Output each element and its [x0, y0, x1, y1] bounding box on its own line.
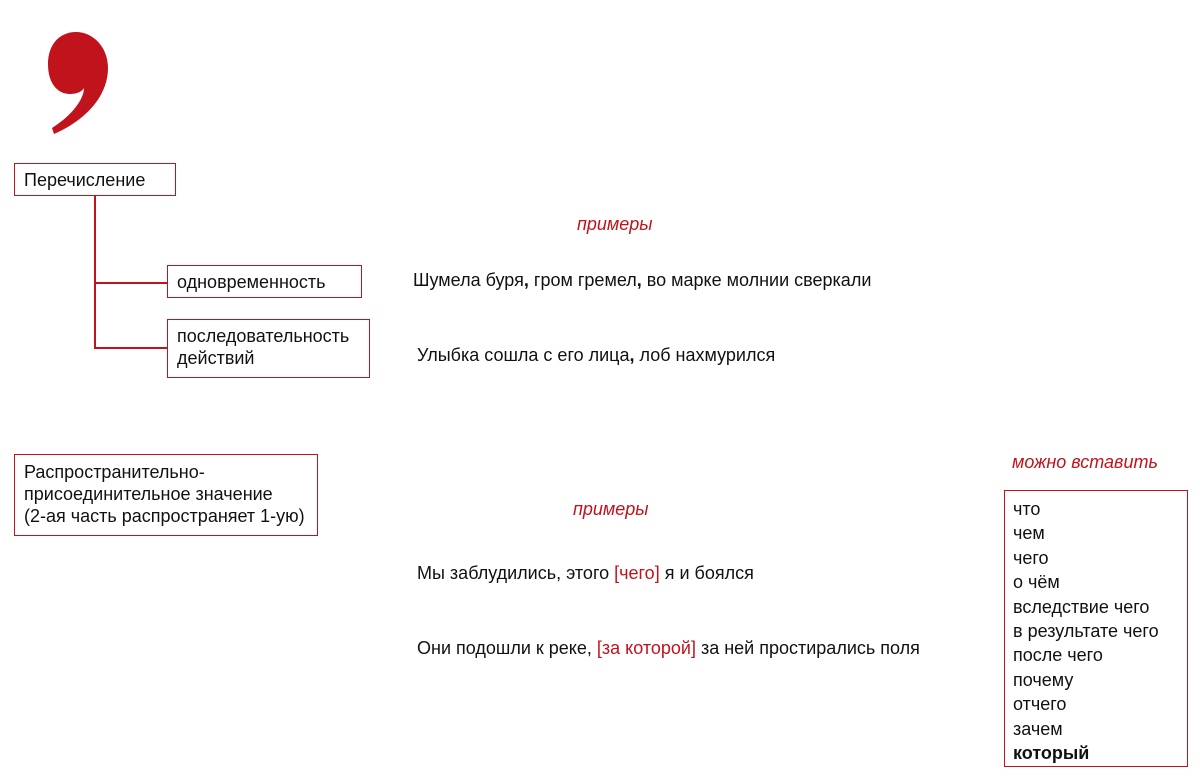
comma-icon: [44, 28, 114, 138]
insert-word: после чего: [1013, 645, 1103, 666]
example-sentence-2: Улыбка сошла с его лица, лоб нахмурился: [417, 345, 776, 365]
insert-word-bold: который: [1013, 743, 1090, 764]
enumeration-box: [14, 163, 176, 196]
insert-word: отчего: [1013, 694, 1067, 715]
dissemination-box: [14, 454, 318, 536]
highlight-chego: [чего]: [614, 563, 660, 583]
highlight-za-kotoroy: [за которой]: [596, 638, 696, 658]
tree-connector-branch2: [94, 347, 168, 349]
insert-label: можно вставить: [1012, 452, 1158, 472]
simultaneity-box: [167, 265, 362, 298]
insert-words-box: [1004, 490, 1188, 767]
insert-word: зачем: [1013, 718, 1063, 739]
dissemination-line2: присоединительное значение: [24, 484, 273, 504]
insert-word: вследствие чего: [1013, 596, 1150, 617]
example-sentence-1: Шумела буря, гром гремел, во марке молнии сверкали: [413, 270, 872, 290]
insert-word: что: [1013, 499, 1041, 519]
example-sentence-3: Мы заблудились, этого [чего] я и боялся: [417, 563, 754, 583]
examples-label-2: примеры: [573, 499, 649, 519]
tree-connector-branch1: [94, 282, 168, 284]
insert-word: в результате чего: [1013, 621, 1159, 642]
insert-word: чем: [1013, 523, 1045, 544]
tree-connector-vertical: [94, 196, 96, 348]
examples-label-1: примеры: [577, 214, 653, 234]
sequence-label-line1: последовательность: [177, 326, 350, 346]
insert-word: почему: [1013, 669, 1074, 690]
example-sentence-4: Они подошли к реке, [за которой] за ней простирались поля: [417, 638, 920, 658]
enumeration-title: Перечисление: [24, 170, 146, 190]
dissemination-line1: Распространительно-: [24, 462, 205, 482]
dissemination-line3: (2-ая часть распространяет 1-ую): [24, 506, 305, 526]
sequence-box: [167, 319, 370, 378]
sequence-label-line2: действий: [177, 348, 255, 368]
simultaneity-label: одновременность: [177, 272, 326, 292]
insert-word: о чём: [1013, 572, 1060, 593]
insert-word: чего: [1013, 547, 1049, 568]
